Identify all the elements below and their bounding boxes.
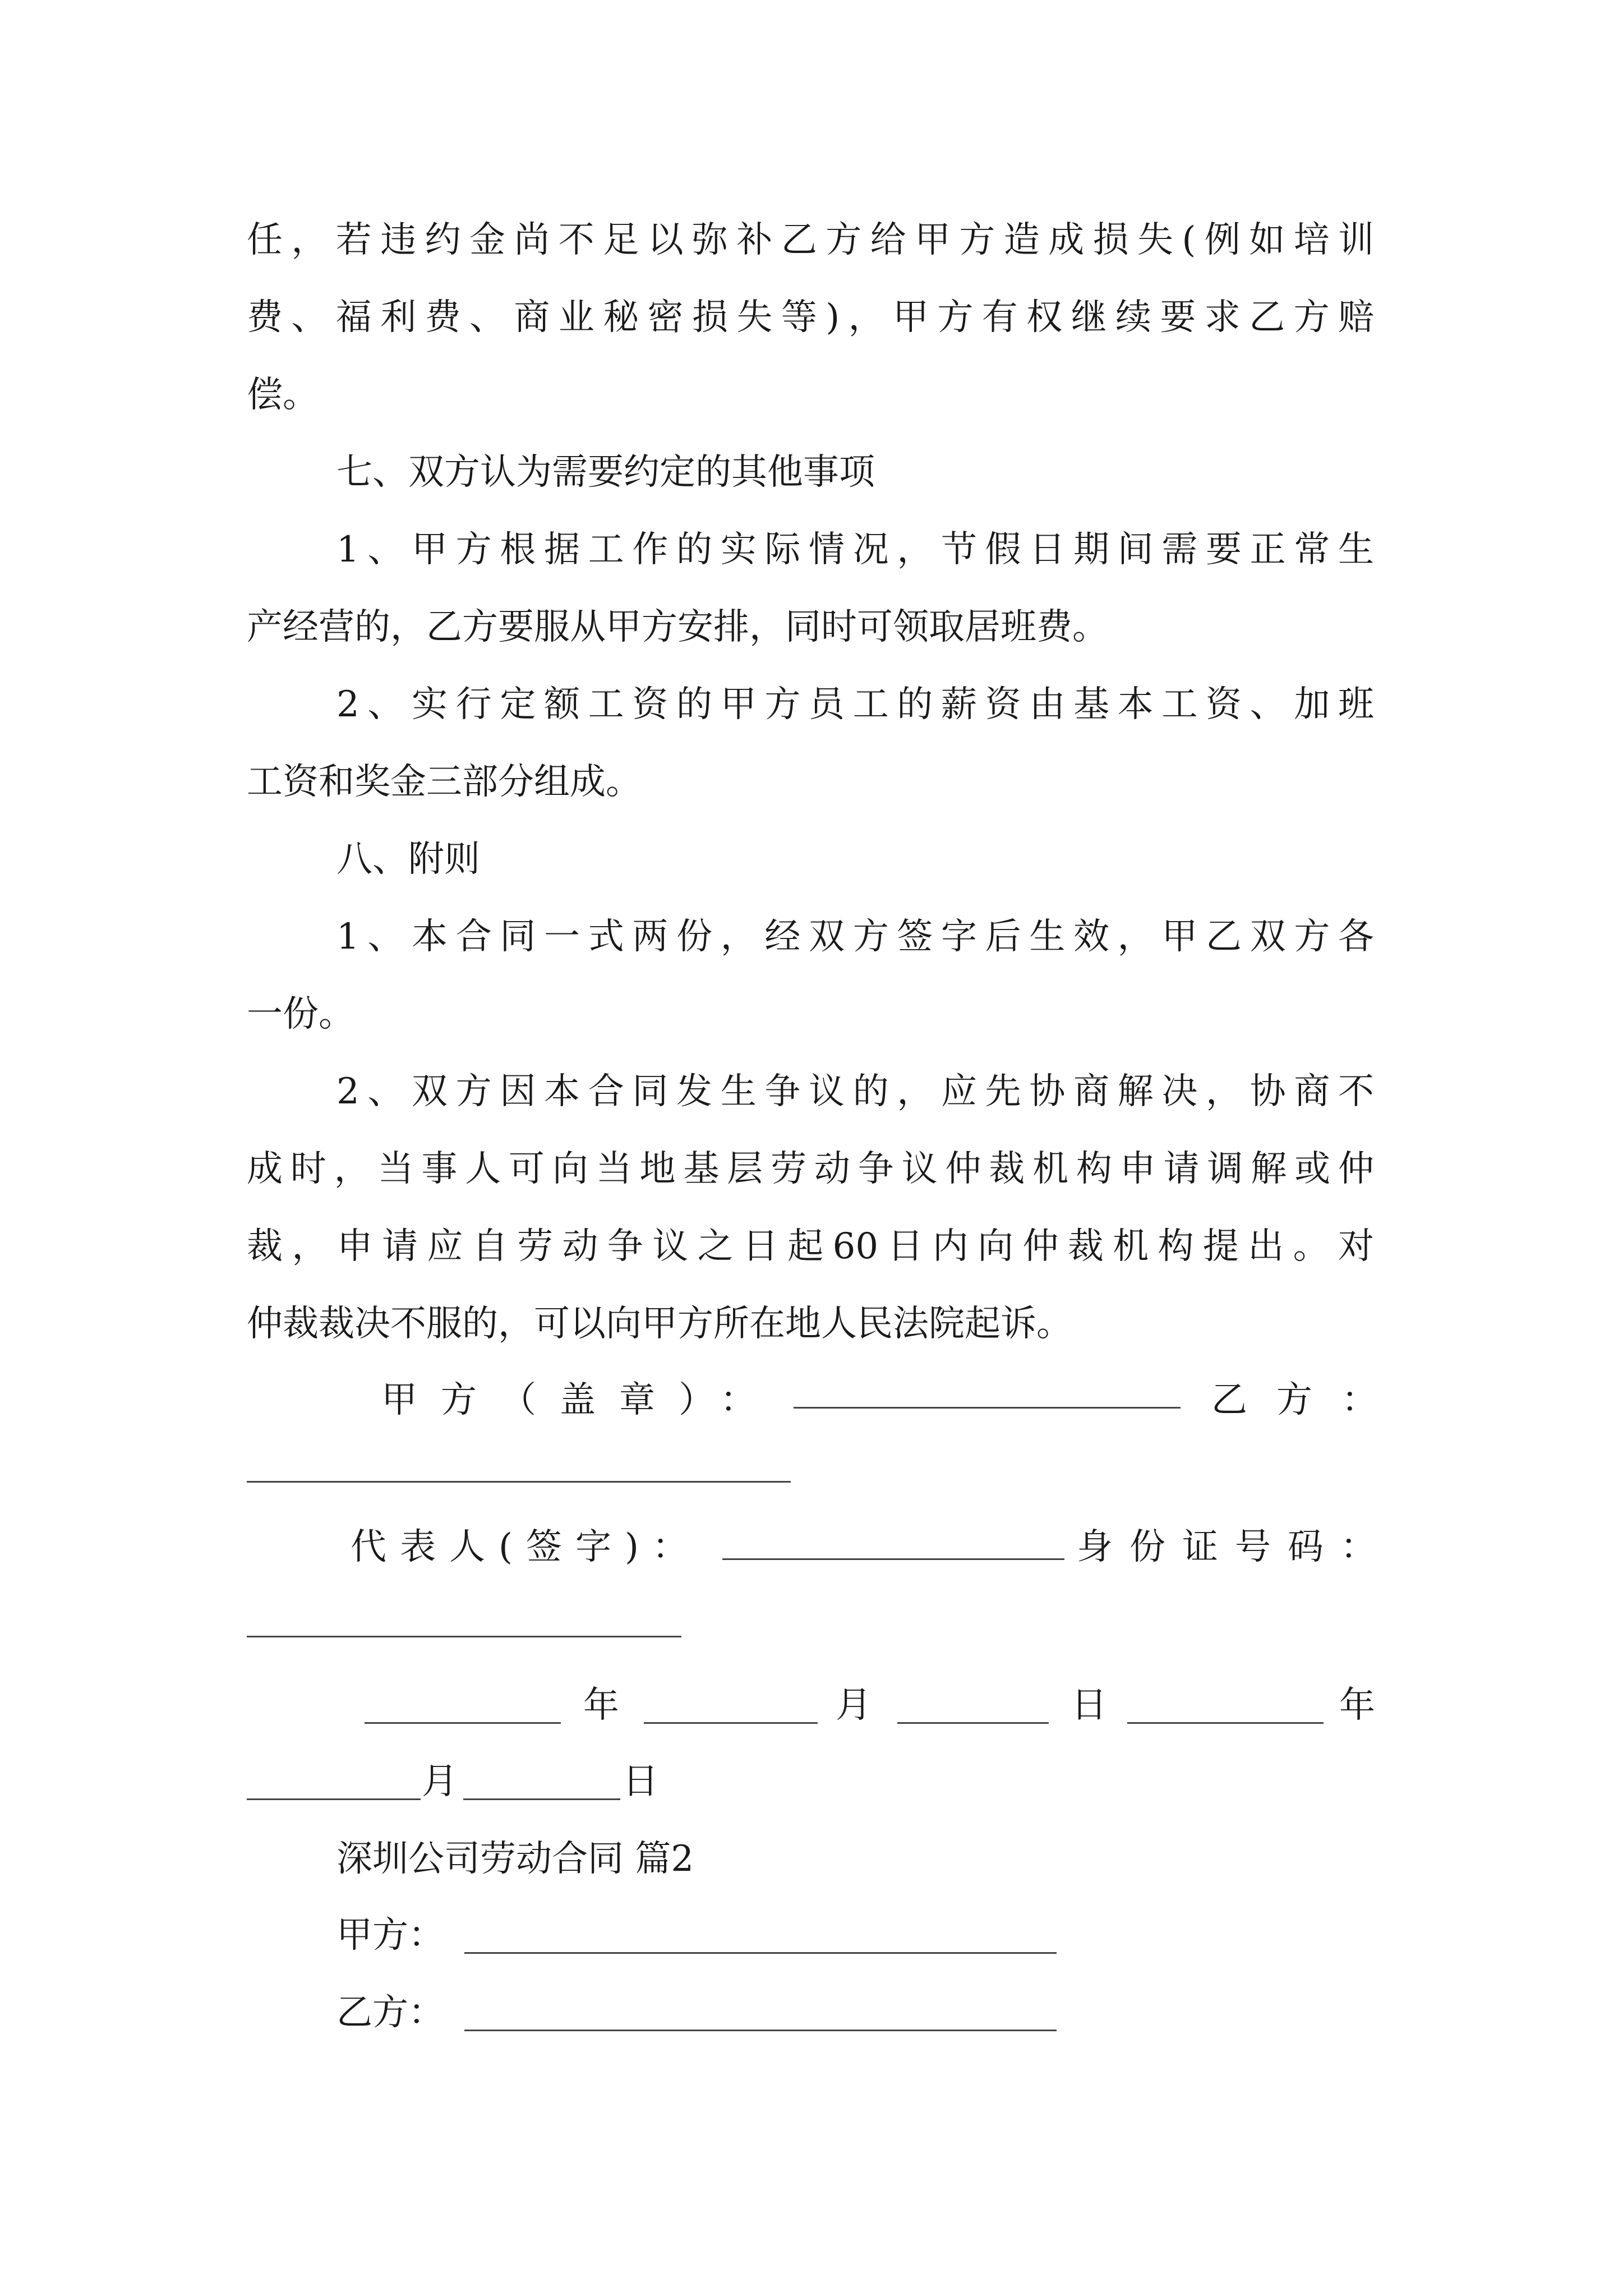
date-a-day-label: 日 — [1071, 1685, 1107, 1726]
party-a-seal-blank — [794, 1407, 1181, 1409]
date-b-day-label: 日 — [623, 1761, 658, 1802]
paragraph-line: 任，若违约金尚不足以弥补乙方给甲方造成损失(例如培训 — [247, 219, 1374, 261]
paragraph-line: 一份。 — [247, 993, 354, 1035]
paragraph-line: 裁，申请应自劳动争议之日起60日内向仲裁机构提出。对 — [247, 1226, 1374, 1267]
representative-blank — [722, 1558, 1064, 1560]
date-a-year-label: 年 — [583, 1685, 619, 1726]
paragraph-line: 2、实行定额工资的甲方员工的薪资由基本工资、加班 — [336, 684, 1374, 725]
paragraph-line: 工资和奖金三部分组成。 — [247, 761, 642, 803]
paragraph-line: 仲裁裁决不服的，可以向甲方所在地人民法院起诉。 — [247, 1303, 1072, 1345]
date-b-day-blank — [463, 1798, 620, 1800]
date-a-day-blank — [897, 1722, 1049, 1724]
party-b-label: 乙方： — [336, 1992, 444, 2033]
party-a-label: 甲方： — [336, 1915, 444, 1956]
paragraph-line: 费、福利费、商业秘密损失等)，甲方有权继续要求乙方赔 — [247, 297, 1374, 338]
date-a-month-label: 月 — [836, 1685, 872, 1726]
date-a-month-blank — [644, 1722, 818, 1724]
representative-label: 代表人(签字)： — [351, 1526, 702, 1568]
id-number-label: 身份证号码： — [1077, 1526, 1393, 1568]
party-b-blank — [464, 2030, 1057, 2031]
date-a-year-blank — [365, 1722, 561, 1724]
section-heading: 八、附则 — [336, 839, 480, 880]
party-a-seal-label: 甲方（盖章）： — [381, 1379, 780, 1421]
paragraph-line: 1、本合同一式两份，经双方签字后生效，甲乙双方各 — [336, 916, 1374, 958]
party-b-blank — [247, 1481, 791, 1483]
date-b-year-label: 年 — [1339, 1685, 1375, 1726]
paragraph-line: 偿。 — [247, 374, 319, 416]
paragraph-line: 2、双方因本合同发生争议的，应先协商解决，协商不 — [336, 1071, 1374, 1112]
party-a-blank — [464, 1952, 1057, 1954]
date-b-month-blank — [247, 1798, 421, 1800]
paragraph-line: 成时，当事人可向当地基层劳动争议仲裁机构申请调解或仲 — [247, 1148, 1374, 1190]
contract-title: 深圳公司劳动合同 篇2 — [336, 1838, 694, 1880]
paragraph-line: 1、甲方根据工作的实际情况，节假日期间需要正常生 — [336, 529, 1374, 570]
party-b-label: 乙方： — [1211, 1379, 1407, 1421]
date-b-year-blank — [1127, 1722, 1324, 1724]
paragraph-line: 产经营的，乙方要服从甲方安排，同时可领取居班费。 — [247, 606, 1108, 648]
id-number-blank — [247, 1636, 681, 1637]
section-heading: 七、双方认为需要约定的其他事项 — [336, 452, 875, 493]
date-b-month-label: 月 — [422, 1761, 458, 1802]
